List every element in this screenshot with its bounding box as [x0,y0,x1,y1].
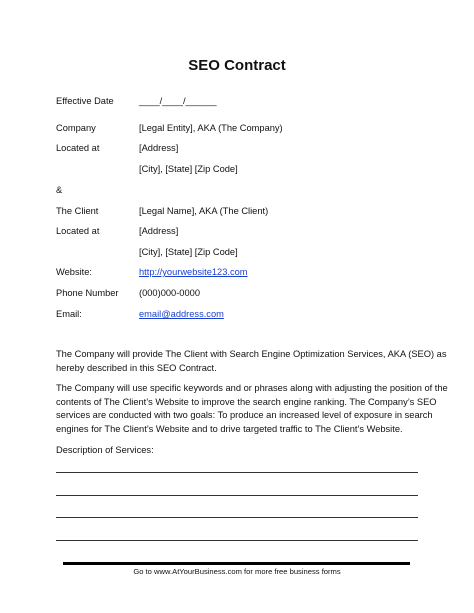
website-link[interactable]: http://yourwebsite123.com [139,267,248,277]
description-blank-line[interactable] [56,540,418,541]
phone-label: Phone Number [56,288,119,298]
client-city-line: [City], [State] [Zip Code] [139,247,238,257]
client-located-label: Located at [56,226,100,236]
footer-text: Go to www.AtYourBusiness.com for more free business forms [133,567,341,576]
company-label: Company [56,123,96,133]
paragraph-line: contents of The Client’s Website to improve the search engine ranking. The Company’s SEO [56,396,437,407]
services-intro-paragraph [56,348,447,375]
company-located-label: Located at [56,143,100,153]
company-address: [Address] [139,143,179,153]
document-title: SEO Contract [188,57,286,74]
client-address: [Address] [139,226,179,236]
website-label: Website: [56,267,92,277]
company-city-line: [City], [State] [Zip Code] [139,164,238,174]
effective-date-label: Effective Date [56,96,114,106]
ampersand: & [56,185,63,195]
paragraph-line: The Company will provide The Client with Search Engine Optimization Services, AKA (SEO) as [56,349,447,359]
description-blank-line[interactable] [56,495,418,496]
company-value: [Legal Entity], AKA (The Company) [139,123,283,133]
description-blank-line[interactable] [56,517,418,518]
paragraph-line: services are conducted with two goals: To produce an increased level of exposure in search [56,410,433,420]
phone-value: (000)000-0000 [139,288,200,298]
client-value: [Legal Name], AKA (The Client) [139,206,269,216]
email-label: Email: [56,309,82,319]
paragraph-line: The Company will use specific keywords and or phrases along with adjusting the position of the [56,383,448,393]
paragraph-line: hereby described in this SEO Contract. [56,362,217,373]
footer-divider [63,562,410,565]
paragraph-line: engines for The Client’s Website and to drive targeted traffic to The Client’s Website. [56,423,403,434]
effective-date-blank: ____/____/______ [139,96,217,106]
description-blank-line[interactable] [56,472,418,473]
email-link[interactable]: email@address.com [139,309,224,319]
client-label: The Client [56,206,99,216]
seo-goals-paragraph [56,382,448,436]
description-of-services-label: Description of Services: [56,445,154,455]
